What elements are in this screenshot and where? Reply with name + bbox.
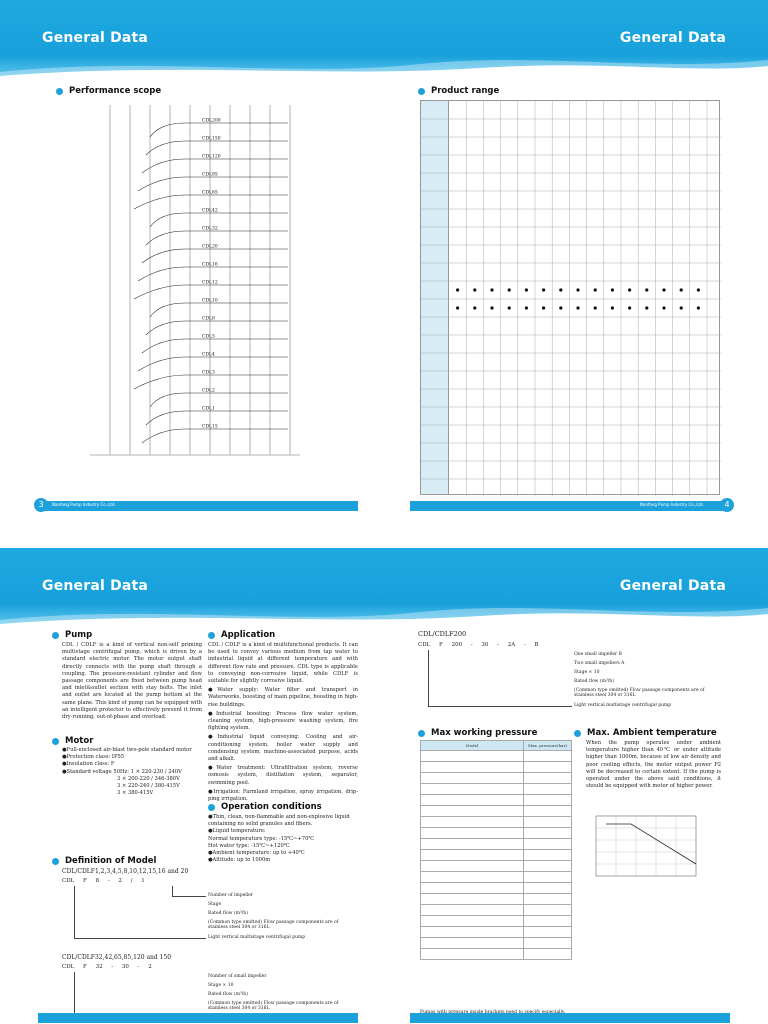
bullet-icon [574, 730, 581, 737]
curve-label: CDL150 [202, 136, 221, 142]
availability-dot [594, 288, 597, 291]
operation-item: ●Liquid temperature: [208, 828, 266, 835]
operation-item: ●Thin, clean, non-flammable and non-explosive liquid containing no solid granules and fibers. [208, 814, 350, 828]
operation-list [208, 814, 358, 864]
model-cell [421, 872, 524, 883]
ambient-heading-label: Max. Ambient temperature [587, 728, 717, 738]
connector-line [172, 886, 173, 896]
performance-curve [146, 411, 288, 425]
table-row [421, 751, 572, 762]
derating-chart [586, 808, 706, 888]
top-footer [0, 498, 768, 512]
availability-dot [645, 288, 648, 291]
pressure-cell [524, 949, 572, 960]
bullet-icon [418, 730, 425, 737]
curve-label: CDL65 [202, 190, 218, 196]
availability-dot [473, 288, 476, 291]
motor-item: ●Insulation class: F [62, 761, 115, 768]
availability-dot [542, 306, 545, 309]
application-paragraph: ●Irrigation: Farmland irrigation, spray irrigation, drip-ping irrigation. [208, 788, 358, 803]
pressure-cell [524, 861, 572, 872]
table-header-row [421, 741, 572, 751]
availability-dot [525, 306, 528, 309]
page-number-right: 4 [720, 498, 734, 512]
performance-curve [150, 213, 288, 227]
application-heading [208, 630, 275, 640]
performance-scope-heading [56, 86, 161, 96]
page-gap [0, 512, 768, 548]
pressure-cell [524, 762, 572, 773]
bullet-icon [56, 88, 63, 95]
pressure-cell [524, 927, 572, 938]
definition-heading [52, 856, 156, 866]
model2-note: Rated flow (m³/h) [208, 992, 248, 997]
bullet-icon [208, 804, 215, 811]
operation-heading-label: Operation conditions [221, 802, 322, 812]
curve-label: CDL200 [202, 118, 221, 124]
curve-label: CDL20 [202, 244, 218, 250]
availability-dot [525, 288, 528, 291]
motor-item: ●Standard voltage 50Hz: 1 × 220-230 / 240V [62, 768, 182, 775]
footer-company-left: Nanfang Pump Industry Co.,Ltd. [52, 502, 116, 507]
model-cell [421, 817, 524, 828]
application-paragraph: CDL / CDLF is a kind of multifunctional products. It can be used to convey various medium from tap water to industrial liquid at different temperature and with different flow rate and pressure. CDL type is applicable to conveying non-corrosive liquid, while CDLF is suitable for slightly corrosive liquid. [208, 642, 358, 685]
availability-dot [542, 288, 545, 291]
availability-dot [456, 306, 459, 309]
curve-label: CDL85 [202, 172, 218, 178]
curve-label: CDL5 [202, 334, 215, 340]
pressure-cell [524, 916, 572, 927]
model-cell [421, 894, 524, 905]
model-cell [421, 905, 524, 916]
application-paragraph: ●Industrial boosting: Process flow water system, cleaning system, high-pressure washing system, fire fighting system. [208, 710, 358, 732]
connector-line [74, 938, 206, 939]
page-number-left: 3 [34, 498, 48, 512]
model1-note: Number of impeller [208, 893, 253, 898]
cdl200-note: Light vertical multistage centrifugal pump [574, 703, 672, 708]
pressure-cell [524, 784, 572, 795]
model2-note: Stage × 10 [208, 983, 234, 988]
curve-label: CDL12 [202, 280, 218, 286]
pump-description [62, 642, 202, 723]
pump-body-text: CDL / CDLF is a kind of vertical non-self priming multistage centrifugal pump, which is driven by a standard electric motor. The motor output shaft directly connects with the pump shaft through a coupling. The pressure-resistant cylinder and flow passage components are fixed between pump head and inlet&outlet section with stay bolts. The inlet and outlet are located at the pump bottom at the same plane. This kind of pump can be equipped with an intelligent protector to effectively prevent it from dry-running, out-of-phase and overload. [62, 642, 202, 721]
footer-bar-right [410, 1013, 730, 1023]
table-row [421, 927, 572, 938]
availability-dot [559, 306, 562, 309]
table-row [421, 883, 572, 894]
connector-line [172, 896, 206, 897]
ambient-heading [574, 728, 717, 738]
curve-label: CDL42 [202, 208, 218, 214]
banner-wave-decoration [0, 52, 768, 78]
definition-heading-label: Definition of Model [65, 856, 157, 866]
availability-dot [628, 288, 631, 291]
availability-dot [645, 306, 648, 309]
table-row [421, 916, 572, 927]
cdl200-note: One small impeller B [574, 652, 622, 657]
application-paragraph: ●Industrial liquid conveying: Cooling and air-conditioning system, boiler water supply and condensing system, machine-associated purpose, acids and alkali. [208, 734, 358, 763]
max-pressure-heading-label: Max working pressure [431, 728, 538, 738]
table-row [421, 839, 572, 850]
banner-title-left: General Data [42, 578, 149, 594]
motor-list [62, 747, 202, 797]
availability-dot [697, 288, 700, 291]
model1-code: CDL F 8 - 2 / 1 [62, 878, 145, 884]
table-row [421, 894, 572, 905]
model2-note: (Common type omitted) Flow passage components are of stainless steel 304 or 316L [208, 1001, 339, 1011]
model-cell [421, 806, 524, 817]
model-cell [421, 762, 524, 773]
curve-label: CDL4 [202, 352, 215, 358]
model-cell [421, 828, 524, 839]
model-cell [421, 938, 524, 949]
model1-note: (Common type omitted) Flow passage components are of stainless steel 304 or 316L [208, 920, 339, 930]
motor-heading-label: Motor [65, 736, 94, 746]
performance-scope-chart [90, 105, 310, 465]
connector-line [428, 650, 429, 706]
performance-curve [150, 123, 288, 137]
footer-bar-left [38, 1013, 358, 1023]
application-paragraph: ●Water treatment: Ultrafiltration system, reverse osmosis system, distillation system, separator, swimming pool. [208, 765, 358, 786]
pressure-cell [524, 872, 572, 883]
availability-dot [508, 306, 511, 309]
cdl200-note: Two small impellers A [574, 661, 625, 666]
application-description [208, 642, 358, 805]
curve-label: CDL2 [202, 388, 215, 394]
availability-dot [559, 288, 562, 291]
model1-note: Stage [208, 902, 222, 907]
pressure-cell [524, 850, 572, 861]
pressure-column-header: Max. pressure(bar) [524, 741, 572, 751]
application-paragraph: ●Water supply: Water filter and transport in Waterworks, boosting of main pipeline, boosting in high-rise buildings. [208, 687, 358, 708]
product-range-grid [421, 101, 721, 496]
curve-label: CDL32 [202, 226, 218, 232]
performance-curve [138, 267, 288, 281]
performance-curve [142, 159, 288, 173]
model-cell [421, 927, 524, 938]
pressure-cell [524, 839, 572, 850]
curve-label: CDL120 [202, 154, 221, 160]
motor-item: ●Protection class: IP55 [62, 754, 125, 761]
table-row [421, 817, 572, 828]
pressure-cell [524, 938, 572, 949]
table-row [421, 773, 572, 784]
availability-dot [680, 288, 683, 291]
performance-curve [134, 375, 288, 389]
table-row [421, 938, 572, 949]
performance-curve [142, 339, 288, 353]
application-heading-label: Application [221, 630, 276, 640]
header-banner [0, 548, 768, 626]
table-row [421, 762, 572, 773]
model-cell [421, 861, 524, 872]
operation-item: Normal temperature type: -15℃~+70℃ [208, 835, 315, 842]
pressure-cell [524, 773, 572, 784]
performance-curve [150, 303, 288, 317]
cdl200-code: CDL F 200 - 30 - 2A - B [418, 642, 539, 648]
table-row [421, 949, 572, 960]
cdl200-note: (Common type omitted) Flow passage components are of stainless steel 304 or 316L [574, 688, 705, 698]
bullet-icon [418, 88, 425, 95]
table-row [421, 905, 572, 916]
bottom-footer [0, 1010, 768, 1024]
cdl200-note: Stage × 10 [574, 670, 600, 675]
pressure-cell [524, 751, 572, 762]
performance-scope-label: Performance scope [69, 86, 162, 96]
motor-item: 3 × 220-240 / 380-415V [117, 783, 180, 790]
curve-label: CDL8 [202, 316, 215, 322]
bottom-spread [0, 548, 768, 1024]
header-banner [0, 0, 768, 78]
derating-chart-svg [586, 808, 706, 888]
availability-dot [490, 288, 493, 291]
pressure-cell [524, 817, 572, 828]
operation-item: Hot water type: -15℃~+120℃ [208, 842, 290, 849]
max-pressure-table [420, 740, 572, 960]
performance-curve [146, 321, 288, 335]
model-cell [421, 839, 524, 850]
ambient-description [586, 740, 721, 792]
model2-note: Number of small impeller [208, 974, 267, 979]
ambient-body-text: When the pump operates under ambient temperature higher than 40℃ or under altitude higher than 1000m, because of low air density and poor cooling effects, the motor output power P2 will be decreased to certain extent. If the pump is operated under the above said conditions, it should be equipped with motor of higher power. [586, 740, 721, 790]
model1-note: Light vertical multistage centrifugal pump [208, 935, 306, 940]
performance-curves [134, 118, 288, 444]
max-pressure-heading [418, 728, 537, 738]
availability-dot [611, 306, 614, 309]
motor-item: ●Full-enclosed air-blast two-pole standard motor [62, 747, 192, 753]
pressure-cell [524, 806, 572, 817]
banner-wave-decoration [0, 600, 768, 626]
performance-curve [134, 285, 288, 299]
performance-chart-svg [90, 105, 310, 465]
curve-label: CDL10 [202, 298, 218, 304]
table-row [421, 828, 572, 839]
footer-company-right: Nanfang Pump Industry Co.,Ltd. [640, 502, 704, 507]
model-cell [421, 795, 524, 806]
model1-note: Rated flow (m³/h) [208, 911, 248, 916]
curve-label: CDL16 [202, 262, 218, 268]
pump-heading [52, 630, 92, 640]
bullet-icon [52, 632, 59, 639]
connector-line [428, 706, 572, 707]
model-cell [421, 773, 524, 784]
performance-curve [150, 393, 288, 407]
product-range-table [420, 100, 720, 495]
operation-heading [208, 802, 322, 812]
performance-curve [142, 429, 288, 443]
availability-dot [576, 288, 579, 291]
availability-dot [662, 288, 665, 291]
model-cell [421, 850, 524, 861]
table-row [421, 872, 572, 883]
pump-heading-label: Pump [65, 630, 93, 640]
pressure-cell [524, 894, 572, 905]
model-cell [421, 751, 524, 762]
product-range-label: Product range [431, 86, 500, 96]
banner-title-right: General Data [619, 30, 726, 46]
table-row [421, 795, 572, 806]
performance-curve [142, 249, 288, 263]
pressure-table-body [421, 751, 572, 960]
model-cell [421, 949, 524, 960]
availability-dot [662, 306, 665, 309]
curve-label: CDL15 [202, 424, 218, 430]
cdl200-note: Rated flow (m³/h) [574, 679, 614, 684]
model-column-header: Model [421, 741, 524, 751]
table-row [421, 861, 572, 872]
table-row [421, 850, 572, 861]
motor-item: 3 × 380-415V [117, 790, 154, 797]
curve-label: CDL1 [202, 406, 215, 412]
connector-line [74, 886, 75, 938]
pressure-cell [524, 795, 572, 806]
table-row [421, 784, 572, 795]
bullet-icon [52, 858, 59, 865]
banner-title-right: General Data [619, 578, 726, 594]
performance-curve [146, 231, 288, 245]
product-range-heading [418, 86, 499, 96]
availability-dot [697, 306, 700, 309]
pressure-cell [524, 883, 572, 894]
availability-dot [508, 288, 511, 291]
availability-dot [490, 306, 493, 309]
bullet-icon [208, 632, 215, 639]
model2-title: CDL/CDLF32,42,65,85,120 and 150 [62, 954, 172, 961]
pressure-cell [524, 905, 572, 916]
operation-item: ●Altitude: up to 1000m [208, 857, 271, 864]
motor-item: 3 × 200-220 / 346-380V [117, 775, 180, 782]
motor-heading [52, 736, 93, 746]
model2-code: CDL F 32 - 30 - 2 [62, 964, 152, 970]
performance-curve [138, 177, 288, 191]
banner-title-left: General Data [42, 30, 149, 46]
performance-curve [146, 141, 288, 155]
bullet-icon [52, 738, 59, 745]
availability-dot [680, 306, 683, 309]
table-row [421, 806, 572, 817]
model1-title: CDL/CDLF1,2,3,4,5,8,10,12,15,16 and 20 [62, 868, 189, 875]
availability-dot [456, 288, 459, 291]
availability-dot [628, 306, 631, 309]
availability-dot [576, 306, 579, 309]
availability-dot [473, 306, 476, 309]
model-cell [421, 883, 524, 894]
model-cell [421, 784, 524, 795]
operation-item: ●Ambient temperature: up to +40℃ [208, 850, 305, 857]
curve-label: CDL3 [202, 370, 215, 376]
performance-curve [138, 357, 288, 371]
availability-dot [611, 288, 614, 291]
availability-dot [594, 306, 597, 309]
pressure-cell [524, 828, 572, 839]
performance-curve [134, 195, 288, 209]
cdl200-title: CDL/CDLF200 [418, 630, 467, 638]
model-cell [421, 916, 524, 927]
